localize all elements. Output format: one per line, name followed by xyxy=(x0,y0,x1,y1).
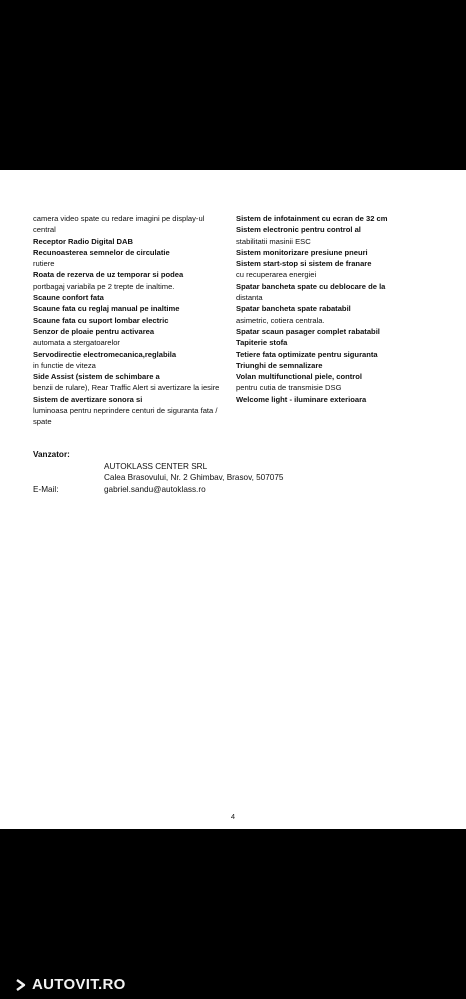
spec-line: Servodirectie electromecanica,reglabila xyxy=(33,349,177,359)
spec-line: Tetiere fata optimizate pentru siguranta xyxy=(236,349,378,359)
spec-line: portbagaj variabila pe 2 trepte de inaltime. xyxy=(33,281,175,291)
watermark-text: AUTOVIT.RO xyxy=(32,976,126,993)
seller-address: Calea Brasovului, Nr. 2 Ghimbav, Brasov, 507075 xyxy=(104,473,284,482)
spec-line: Scaune confort fata xyxy=(33,293,104,303)
spec-line: camera video spate cu redare imagini pe display-ul xyxy=(33,214,205,223)
spec-line: Sistem de infotainment cu ecran de 32 cm xyxy=(236,214,388,223)
spec-line: automata a stergatoarelor xyxy=(33,338,120,348)
document-page xyxy=(0,170,466,829)
spec-line: Sistem electronic pentru control al xyxy=(236,225,361,235)
spec-line: central xyxy=(33,225,56,235)
spec-line: Scaune fata cu reglaj manual pe inaltime xyxy=(33,304,180,314)
autovit-watermark xyxy=(16,976,126,993)
spec-line: Spatar bancheta spate cu deblocare de la xyxy=(236,281,386,291)
spec-line: Sistem monitorizare presiune pneuri xyxy=(236,247,368,257)
email-label: E-Mail: xyxy=(33,484,59,494)
left-column xyxy=(33,213,229,428)
spec-line: spate xyxy=(33,417,52,427)
page-number: 4 xyxy=(230,812,236,821)
spec-line: Recunoasterea semnelor de circulatie xyxy=(33,247,170,257)
spec-line: Sistem start-stop si sistem de franare xyxy=(236,259,372,269)
spec-line: cu recuperarea energiei xyxy=(236,270,317,280)
spec-line: in functie de viteza xyxy=(33,360,96,370)
spec-line: Scaune fata cu suport lombar electric xyxy=(33,315,169,325)
spec-line: Roata de rezerva de uz temporar si podea xyxy=(33,270,184,280)
seller-label: Vanzator: xyxy=(33,450,70,459)
spec-line: Senzor de ploaie pentru activarea xyxy=(33,326,155,336)
spec-line: Spatar scaun pasager complet rabatabil xyxy=(236,326,380,336)
spec-line: Spatar bancheta spate rabatabil xyxy=(236,304,351,314)
spec-line: luminoasa pentru neprindere centuri de siguranta fata / xyxy=(33,406,218,416)
spec-line: Tapiterie stofa xyxy=(236,338,288,348)
spec-line: stabilitatii masinii ESC xyxy=(236,236,311,246)
spec-line: benzii de rulare), Rear Traffic Alert si avertizare la iesire xyxy=(33,383,220,393)
spec-line: Triunghi de semnalizare xyxy=(236,360,323,370)
spec-line: Volan multifunctional piele, control xyxy=(236,372,363,382)
spec-line: Receptor Radio Digital DAB xyxy=(33,236,133,246)
seller-company: AUTOKLASS CENTER SRL xyxy=(104,461,208,471)
spec-line: pentru cutia de transmisie DSG xyxy=(236,383,342,393)
spec-line: distanta xyxy=(236,293,263,303)
chevron-right-icon xyxy=(16,979,26,991)
right-column xyxy=(236,213,446,405)
spec-line: Side Assist (sistem de schimbare a xyxy=(33,372,160,382)
seller-email: gabriel.sandu@autoklass.ro xyxy=(104,484,206,494)
spec-line: Welcome light - iluminare exterioara xyxy=(236,394,367,404)
spec-line: Sistem de avertizare sonora si xyxy=(33,394,143,404)
spec-line: rutiere xyxy=(33,259,55,269)
spec-line: asimetric, cotiera centrala. xyxy=(236,315,325,325)
